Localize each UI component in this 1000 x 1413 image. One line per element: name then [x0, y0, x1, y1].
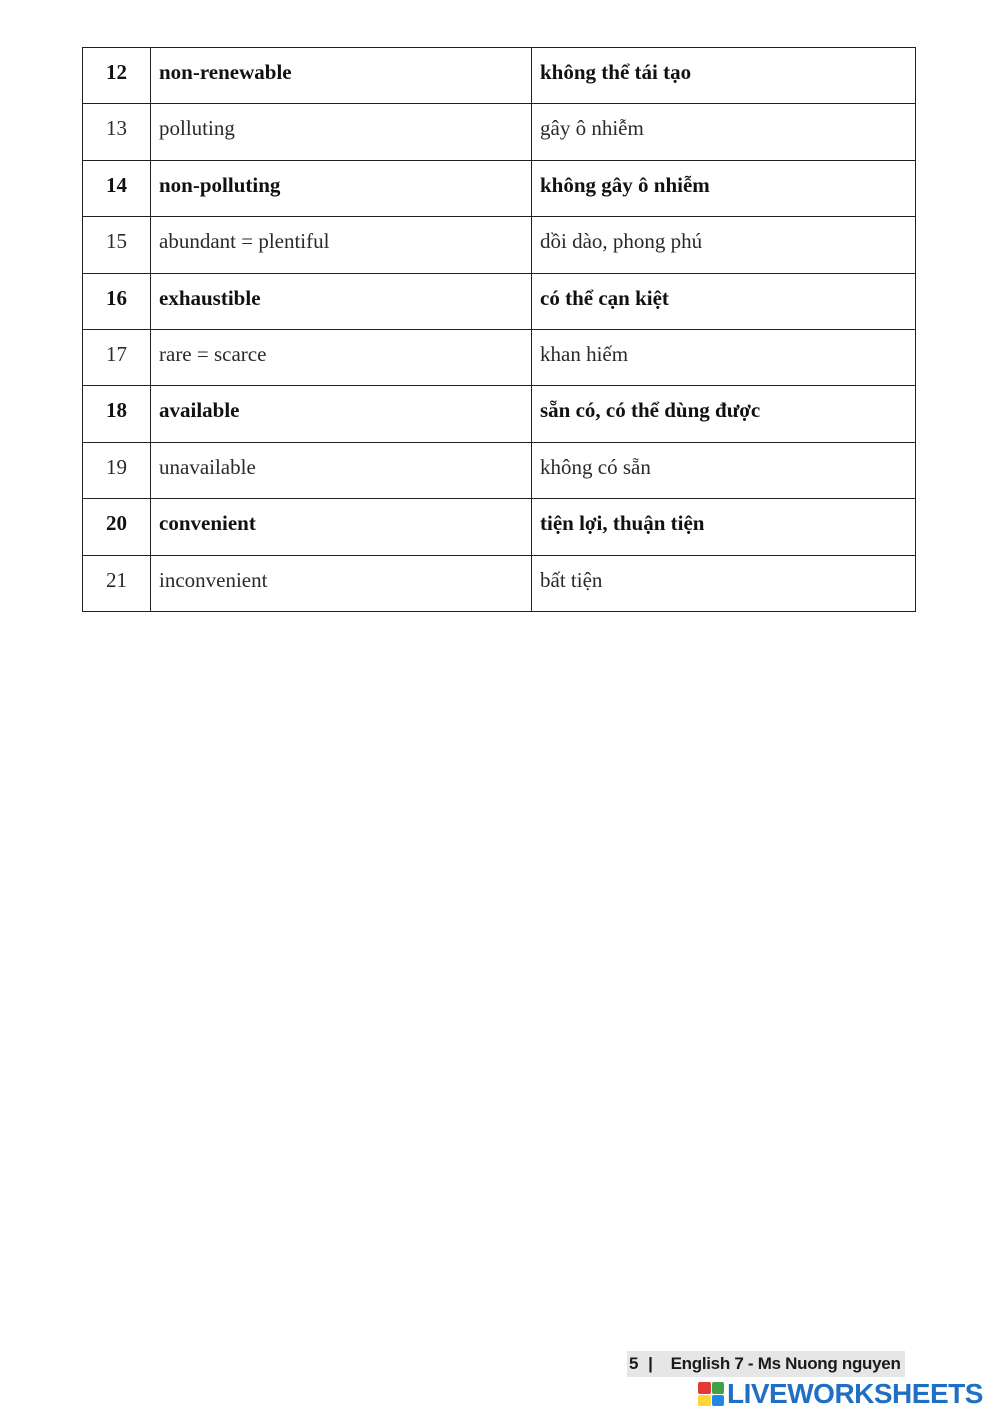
table-row: [83, 499, 916, 555]
english-word: exhaustible: [151, 273, 532, 329]
vietnamese-meaning: gây ô nhiễm: [532, 104, 916, 160]
table-row: [83, 555, 916, 611]
row-number: 13: [83, 104, 151, 160]
english-word: abundant = plentiful: [151, 217, 532, 273]
row-number: 18: [83, 386, 151, 442]
logo-square-yellow: [698, 1395, 711, 1407]
row-number: 21: [83, 555, 151, 611]
english-word: convenient: [151, 499, 532, 555]
table-row: [83, 329, 916, 385]
logo-square-red: [698, 1382, 711, 1394]
logo-square-green: [712, 1382, 725, 1394]
english-word: non-renewable: [151, 48, 532, 104]
vietnamese-meaning: không gây ô nhiễm: [532, 160, 916, 216]
row-number: 20: [83, 499, 151, 555]
row-number: 15: [83, 217, 151, 273]
vietnamese-meaning: sẵn có, có thể dùng được: [532, 386, 916, 442]
vietnamese-meaning: không thể tái tạo: [532, 48, 916, 104]
liveworksheets-watermark[interactable]: [698, 1379, 983, 1409]
logo-square-blue: [712, 1395, 725, 1407]
row-number: 14: [83, 160, 151, 216]
english-word: unavailable: [151, 442, 532, 498]
vietnamese-meaning: bất tiện: [532, 555, 916, 611]
table-row: [83, 48, 916, 104]
row-number: 19: [83, 442, 151, 498]
footer-course-title: English 7 - Ms Nuong nguyen: [670, 1354, 901, 1373]
watermark-text: LIVEWORKSHEETS: [727, 1378, 983, 1409]
table-row: [83, 386, 916, 442]
english-word: non-polluting: [151, 160, 532, 216]
vietnamese-meaning: dồi dào, phong phú: [532, 217, 916, 273]
table-row: [83, 160, 916, 216]
footer-separator: |: [648, 1354, 653, 1373]
table-row: [83, 217, 916, 273]
vietnamese-meaning: không có sẵn: [532, 442, 916, 498]
table-row: [83, 442, 916, 498]
english-word: inconvenient: [151, 555, 532, 611]
table-row: [83, 104, 916, 160]
vocabulary-table: [82, 47, 916, 612]
page-number: 5: [629, 1354, 639, 1373]
row-number: 17: [83, 329, 151, 385]
english-word: available: [151, 386, 532, 442]
row-number: 12: [83, 48, 151, 104]
vietnamese-meaning: tiện lợi, thuận tiện: [532, 499, 916, 555]
vocabulary-table-body: [83, 48, 916, 612]
table-row: [83, 273, 916, 329]
english-word: rare = scarce: [151, 329, 532, 385]
row-number: 16: [83, 273, 151, 329]
page-footer: [627, 1351, 905, 1377]
vietnamese-meaning: khan hiếm: [532, 329, 916, 385]
english-word: polluting: [151, 104, 532, 160]
liveworksheets-logo-icon: [698, 1382, 724, 1406]
vietnamese-meaning: có thể cạn kiệt: [532, 273, 916, 329]
